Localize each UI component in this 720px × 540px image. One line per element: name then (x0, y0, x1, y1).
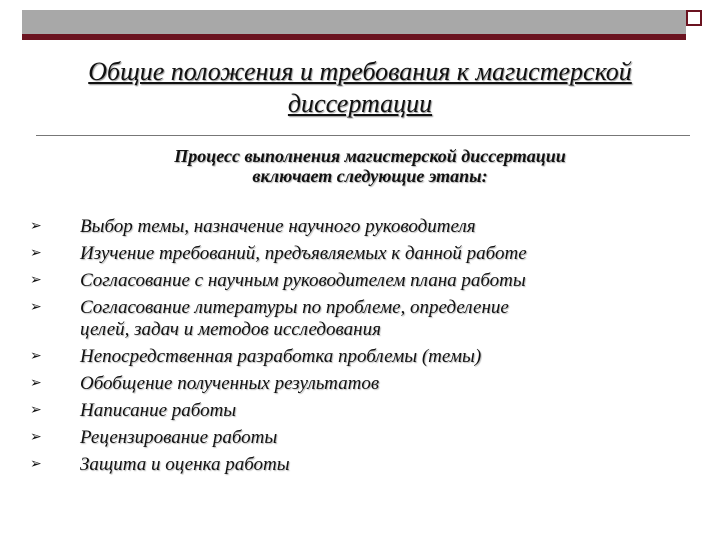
list-item-text: Выбор темы, назначение научного руководителя (80, 216, 476, 237)
list-item-text: Защита и оценка работы (80, 454, 290, 475)
subtitle-line-1: Процесс выполнения магистерской диссертации (174, 146, 566, 166)
list-item (30, 373, 690, 395)
list-item (30, 297, 690, 341)
arrow-bullet-icon: ➢ (30, 219, 42, 234)
list-item-text: Изучение требований, предъявляемых к данной работе (80, 243, 527, 264)
list-item-text: Рецензирование работы (80, 427, 278, 448)
list-item (30, 454, 690, 476)
top-banner-bar (22, 10, 686, 40)
arrow-bullet-icon: ➢ (30, 403, 42, 418)
list-item (30, 427, 690, 449)
slide-title: Общие положения и требования к магистерской диссертации (88, 57, 632, 118)
arrow-bullet-icon: ➢ (30, 273, 42, 288)
list-item (30, 216, 690, 238)
list-item (30, 346, 690, 368)
list-item-text: Обобщение полученных результатов (80, 373, 380, 394)
arrow-bullet-icon: ➢ (30, 246, 42, 261)
arrow-bullet-icon: ➢ (30, 430, 42, 445)
subtitle-line-2: включает следующие этапы: (252, 166, 488, 186)
list-item-text: Непосредственная разработка проблемы (темы) (80, 346, 482, 367)
list-item-text: Написание работы (80, 400, 237, 421)
list-item (30, 400, 690, 422)
list-item-text: Согласование литературы по проблеме, определение целей, задач и методов исследования (80, 297, 509, 340)
list-item-text: Согласование с научным руководителем плана работы (80, 270, 526, 291)
list-item (30, 270, 690, 292)
title-divider (36, 135, 690, 136)
list-item (30, 243, 690, 265)
arrow-bullet-icon: ➢ (30, 349, 42, 364)
corner-square-icon (686, 10, 702, 26)
stage-list (30, 216, 690, 481)
arrow-bullet-icon: ➢ (30, 457, 42, 472)
slide-subtitle (90, 146, 650, 186)
arrow-bullet-icon: ➢ (30, 300, 42, 315)
arrow-bullet-icon: ➢ (30, 376, 42, 391)
